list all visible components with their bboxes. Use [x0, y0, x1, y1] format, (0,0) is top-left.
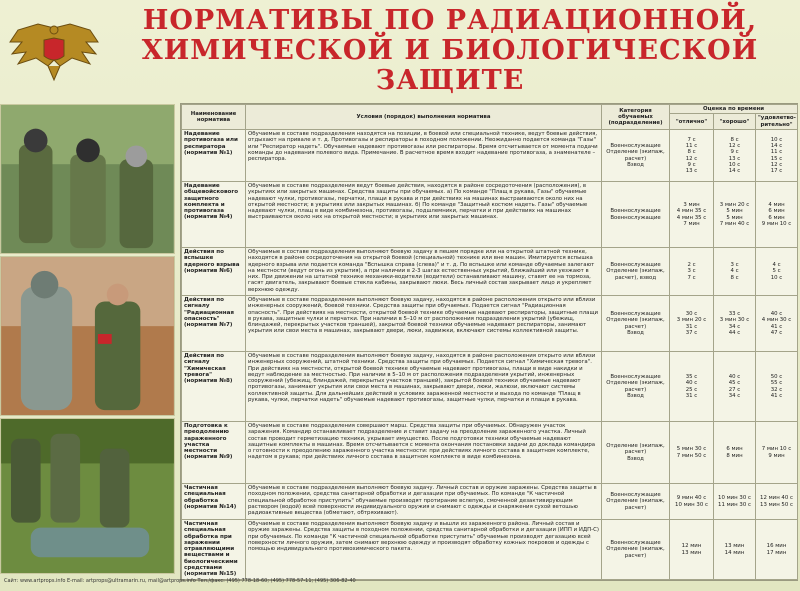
trainee-category-value: Взвод: [627, 329, 644, 336]
standard-name: Подготовка к преодолению зараженного участка местности (норматив №9): [182, 422, 246, 484]
header-good: "хорошо": [714, 114, 756, 130]
standard-name: Надевание противогаза или респиратора (норматив №1): [182, 130, 246, 182]
grade-excellent-value: 31 с: [685, 323, 698, 330]
trainee-category: [602, 182, 670, 248]
grade-good: [714, 296, 756, 352]
header-name: Наименование норматива: [182, 105, 246, 130]
standard-row: [182, 484, 798, 520]
trainee-category: [602, 352, 670, 422]
grade-excellent-value: 7 с: [687, 136, 696, 143]
standard-conditions: Обучаемые в составе подразделения выполняют боевую задачу в пешем порядке или на открытой штатной технике, находятся в районе сосредоточения на открытой боевой (специальной) технике или вне машин. Имитируется вспышка ядерного взрыва или подается команда "Вспышка справа (слева)" и т. д. По вспышке или команде обучаемые залегают на местности (ведут огонь из укрытия), а при наличии в 2-3 шагах естественных укрытий, ближайший или уезжают в них. При движении на штатной технике механики-водители (водители) останавливают машину, ставят ее на тормоза, гасят двигатель, закрывают боевые стекла кабины, закрывают люки. Весь личный состав закрывает лицо и укрепляет верхнюю одежду.: [246, 248, 602, 296]
standard-row: [182, 422, 798, 484]
grade-good-value: 10 с: [728, 161, 741, 168]
grade-satisfactory-value: 9 мин: [768, 452, 785, 459]
trainee-category-value: Взвод: [627, 392, 644, 399]
grade-good: [714, 130, 756, 182]
grade-excellent: [670, 520, 714, 580]
photo-column: [0, 104, 175, 574]
header-category: Категория обучаемых (подразделение): [602, 105, 670, 130]
grade-good: [714, 484, 756, 520]
grade-good-value: 44 с: [728, 329, 741, 336]
grade-good-value: 34 с: [728, 392, 741, 399]
grade-excellent-value: 7 с: [687, 274, 696, 281]
standard-name: Действия по сигналу "Радиационная опасность" (норматив №7): [182, 296, 246, 352]
grade-excellent-value: 13 с: [685, 168, 698, 175]
grade-satisfactory: [756, 130, 798, 182]
trainee-category-value: Военнослужащие: [610, 310, 661, 317]
grade-satisfactory-value: 5 с: [772, 268, 781, 275]
grade-excellent-value: 8 с: [687, 149, 696, 156]
standard-name: Частичная специальная обработка при заражении отравляющими веществами и биологическими средствами (норматив №15): [182, 520, 246, 580]
grade-good: [714, 182, 756, 248]
grade-satisfactory-value: 6 мин: [768, 208, 785, 215]
grade-satisfactory-value: 13 мин 50 с: [760, 501, 793, 508]
trainee-category: [602, 484, 670, 520]
title-line-1: НОРМАТИВЫ ПО РАДИАЦИОННОЙ,: [142, 5, 758, 36]
grade-satisfactory-value: 12 мин 40 с: [760, 495, 793, 502]
grade-good-value: 8 с: [730, 136, 739, 143]
grade-good-value: 33 с: [728, 310, 741, 317]
grade-excellent: [670, 422, 714, 484]
grade-excellent-value: 5 мин 30 с: [676, 446, 707, 453]
grade-satisfactory-value: 17 с: [770, 168, 783, 175]
grade-excellent: [670, 296, 714, 352]
grade-satisfactory-value: 50 с: [770, 373, 783, 380]
standards-table-body: [182, 130, 798, 580]
trainee-category: [602, 520, 670, 580]
standard-name: Действия по вспышке ядерного взрыва (норматив №6): [182, 248, 246, 296]
grade-good-value: 9 с: [730, 149, 739, 156]
grade-excellent-value: 11 с: [685, 142, 698, 149]
grade-good-value: 7 мин 40 с: [719, 220, 750, 227]
grade-good-value: 27 с: [728, 386, 741, 393]
standard-row: [182, 182, 798, 248]
grade-excellent-value: 40 с: [685, 380, 698, 387]
standards-table-panel: [180, 103, 798, 581]
grade-good-value: 8 мин: [726, 452, 743, 459]
double-headed-eagle-emblem: [8, 20, 100, 82]
grade-satisfactory-value: 10 с: [770, 274, 783, 281]
standard-row: [182, 296, 798, 352]
standard-row: [182, 248, 798, 296]
grade-satisfactory-value: 11 с: [770, 149, 783, 156]
trainee-category-value: Взвод: [627, 161, 644, 168]
grade-good-value: 5 мин: [726, 214, 743, 221]
trainee-category-value: Военнослужащие: [610, 262, 661, 269]
grade-satisfactory: [756, 248, 798, 296]
grade-excellent-value: 3 мин 20 с: [676, 317, 707, 324]
grade-good-value: 34 с: [728, 323, 741, 330]
photo-soldiers-in-field: [0, 418, 175, 574]
grade-satisfactory-value: 4 с: [772, 262, 781, 269]
trainee-category-value: Военнослужащие: [610, 373, 661, 380]
grade-good-value: 11 мин 30 с: [718, 501, 751, 508]
grade-satisfactory-value: 41 с: [770, 392, 783, 399]
standard-conditions: Обучаемые в составе подразделения ведут боевые действия, находятся в районе сосредоточения (расположения), в укрытиях или закрытых машинах. Средства защиты при обучаемых. а) По команде "Плащ в рукава, Газы" обучаемые надевают чулки, противогазы, перчатки, плащи в рукава и при действиях на машинах выстраиваются около них на открытой местности; в укрытиях или закрытых машинах. б) По команде "Защитный костюм надеть. Газы" обучаемые надевают чулки, плащ в виде комбинезона, противогазы, подшлемники, перчатки и при действиях на машинах выстраиваются около них на открытой местности; в укрытиях или закрытых машинах.: [246, 182, 602, 248]
grade-satisfactory-value: 55 с: [770, 380, 783, 387]
standard-conditions: Обучаемые в составе подразделения выполняют боевую задачу и вышли из зараженного района. Личный состав и оружие заражены. Средства защиты в походном положении, средства санитарной обработки и дегазации (ИПП и ИДП-С) при обучаемых. По команде "К частичной специальной обработке приступить" обучаемые производят дегазацию всей поверхности личного оружия, затем снимают верхнюю одежду и производят обработку кожных покровов и одежды с помощью индивидуального противохимического пакета.: [246, 520, 602, 580]
standard-name: Действия по сигналу "Химическая тревога" (норматив №8): [182, 352, 246, 422]
trainee-category-value: Отделение (экипаж, расчет), взвод: [606, 268, 665, 281]
grade-excellent-value: 37 с: [685, 329, 698, 336]
grade-excellent-value: 31 с: [685, 392, 698, 399]
grade-satisfactory: [756, 520, 798, 580]
grade-excellent: [670, 248, 714, 296]
standard-name: Частичная специальная обработка (норматив №14): [182, 484, 246, 520]
footer-contacts: Сайт: www.artprops.info E-mail: artprops@ultramarin.ru, mail@artprops.info Тел./факс: (495) 778-18-60; (495) 778-57-11; (495) 306-82-40: [4, 578, 356, 584]
header-excellent: "отлично": [670, 114, 714, 130]
grade-good-value: 3 мин 30 с: [719, 317, 750, 324]
standards-table: [181, 104, 798, 580]
grade-excellent-value: 10 мин 30 с: [675, 501, 708, 508]
grade-excellent-value: 12 с: [685, 155, 698, 162]
standard-row: [182, 520, 798, 580]
grade-excellent-value: 4 мин 35 с: [676, 208, 707, 215]
trainee-category-value: Военнослужащие: [610, 540, 661, 547]
grade-excellent-value: 9 мин 40 с: [676, 495, 707, 502]
grade-good-value: 3 с: [730, 262, 739, 269]
grade-satisfactory-value: 16 мин: [766, 543, 787, 550]
grade-excellent: [670, 182, 714, 248]
trainee-category-value: Военнослужащие: [610, 142, 661, 149]
photo-soldiers-putting-on-gas-masks: [0, 104, 175, 254]
standard-conditions: Обучаемые в составе подразделения совершают марш. Средства защиты при обучаемых. Обнаружен участок заражения. Командир останавливает подразделение и ставит задачу на преодоление зараженного участка. Личный состав проводит герметизацию техники, укрывает имущество. После подготовки техники обучаемые надевают защитные комплекты в машинах. Время отсчитывается с момента окончания постановки задачи до доклада командира о готовности к преодолению зараженного участка местности: при действиях личного состава в защитном комплекте, надетом в рукава; при действиях личного состава в защитном комплекте в виде комбинезона.: [246, 422, 602, 484]
trainee-category-value: Отделение (экипаж, расчет): [606, 317, 665, 330]
grade-excellent-value: 2 с: [687, 262, 696, 269]
grade-good-value: 12 с: [728, 142, 741, 149]
grade-satisfactory-value: 6 мин: [768, 214, 785, 221]
grade-satisfactory-value: 12 с: [770, 161, 783, 168]
grade-excellent-value: 7 мин 50 с: [676, 452, 707, 459]
header-satisfactory: "удовлетво-рительно": [756, 114, 798, 130]
standard-conditions: Обучаемые в составе подразделения выполняют боевую задачу, находятся в районе расположения открыто или вблизи инженерных сооружений, штатной техники. Средства защиты при обучаемых. Подается сигнал "Химическая тревога". При действиях на местности, открытой боевой технике обучаемые надевают противогазы, плащи в виде накидки и ведут наблюдение за местностью. При наличии в 5–10 м от расположения подразделения укрытий, инженерных сооружений (убежищ, блиндажей, перекрытых участков траншей), закрытой боевой техники обучаемые надевают противогазы, занимают укрытия или свои места в машинах, закрывают двери, люки, жалюзи, включают системы коллективной защиты. Для дальнейших действий в условиях зараженной местности и выхода по команде "Плащ в рукава, чулки, перчатки надеть" обучаемые надевают противогазы, защитные чулки, перчатки и плащи в рукава.: [246, 352, 602, 422]
grade-satisfactory-value: 32 с: [770, 386, 783, 393]
grade-satisfactory-value: 10 с: [770, 136, 783, 143]
trainee-category-value: Взвод: [627, 455, 644, 462]
grade-excellent-value: 7 мин: [683, 220, 700, 227]
grade-satisfactory-value: 47 с: [770, 329, 783, 336]
grade-satisfactory-value: 41 с: [770, 323, 783, 330]
grade-good: [714, 352, 756, 422]
trainee-category-value: Отделение (экипаж, расчет): [606, 546, 665, 559]
trainee-category-value: Военнослужащие: [610, 492, 661, 499]
trainee-category-value: Отделение (экипаж, расчет): [606, 380, 665, 393]
grade-satisfactory-value: 7 мин 10 с: [761, 446, 792, 453]
trainee-category: [602, 296, 670, 352]
grade-excellent-value: 3 мин: [683, 201, 700, 208]
grade-satisfactory: [756, 422, 798, 484]
grade-good-value: 6 мин: [726, 446, 743, 453]
trainee-category-value: Отделение (экипаж, расчет): [606, 149, 665, 162]
grade-good: [714, 248, 756, 296]
grade-excellent-value: 4 мин 35 с: [676, 214, 707, 221]
grade-good-value: 14 мин: [724, 549, 745, 556]
trainee-category: [602, 130, 670, 182]
standard-conditions: Обучаемые в составе подразделения выполняют боевую задачу, находятся в районе расположения открыто или вблизи инженерных сооружений, боевой техники. Средства защиты при обучаемых. Подается сигнал "Радиационная опасность". При действиях на местности, открытой боевой технике обучаемые надевают респираторы, защитные плащи в рукава, защитные чулки и перчатки. При наличии в 5–10 м от расположения подразделения укрытий (убежищ, блиндажей, перекрытых участков траншей), закрытой боевой техники обучаемые надевают респираторы, занимают укрытия или свои места в машинах, закрывают двери, люки, задвижки, включают системы коллективной защиты.: [246, 296, 602, 352]
grade-satisfactory: [756, 296, 798, 352]
poster-title: [120, 6, 780, 96]
grade-excellent-value: 35 с: [685, 373, 698, 380]
trainee-category: [602, 422, 670, 484]
trainee-category-value: Отделение (экипаж, расчет): [606, 498, 665, 511]
photo-instructor-in-protective-suit: [0, 256, 175, 416]
grade-good-value: 3 мин 20 с: [719, 201, 750, 208]
grade-excellent-value: 13 мин: [681, 549, 702, 556]
grade-satisfactory-value: 15 с: [770, 155, 783, 162]
grade-excellent-value: 30 с: [685, 310, 698, 317]
grade-good-value: 8 с: [730, 274, 739, 281]
grade-satisfactory-value: 4 мин: [768, 201, 785, 208]
standard-conditions: Обучаемые в составе подразделения находятся на позиции, в боевой или специальной технике, ведут боевые действия, отдыхают на привале и т. д. Противогазы и респираторы в походном положении. Неожиданно подается команда "Газы" или "Респиратор надеть". Обучаемые надевают противогазы или респираторы. Время отсчитывается от момента подачи команды до надевания полевого вида. Примечание. В расчетное время входит надевание противогаза, а знаменателе – респиратора.: [246, 130, 602, 182]
trainee-category-value: Отделение (экипаж, расчет): [606, 443, 665, 456]
trainee-category: [602, 248, 670, 296]
grade-satisfactory: [756, 182, 798, 248]
grade-satisfactory-value: 4 мин 30 с: [761, 317, 792, 324]
grade-satisfactory-value: 17 мин: [766, 549, 787, 556]
title-line-2: ХИМИЧЕСКОЙ И БИОЛОГИЧЕСКОЙ ЗАЩИТЕ: [141, 35, 759, 96]
grade-satisfactory-value: 40 с: [770, 310, 783, 317]
grade-satisfactory-value: 9 мин 10 с: [761, 220, 792, 227]
grade-excellent-value: 25 с: [685, 386, 698, 393]
grade-satisfactory: [756, 484, 798, 520]
header-conditions: Условия (порядок) выполнения норматива: [246, 105, 602, 130]
grade-good-value: 13 с: [728, 155, 741, 162]
grade-good-value: 14 с: [728, 168, 741, 175]
grade-good-value: 45 с: [728, 380, 741, 387]
grade-satisfactory: [756, 352, 798, 422]
grade-good-value: 5 мин: [726, 208, 743, 215]
grade-excellent-value: 3 с: [687, 268, 696, 275]
grade-excellent: [670, 484, 714, 520]
header-time-group: Оценка по времени: [670, 105, 798, 114]
grade-good-value: 4 с: [730, 268, 739, 275]
standard-row: [182, 352, 798, 422]
trainee-category-value: Военнослужащие: [610, 208, 661, 215]
grade-satisfactory-value: 14 с: [770, 142, 783, 149]
grade-excellent-value: 9 с: [687, 161, 696, 168]
grade-excellent-value: 12 мин: [681, 543, 702, 550]
standard-name: Надевание общевойскового защитного комплекта и противогаза (норматив №4): [182, 182, 246, 248]
trainee-category-value: Военнослужащие: [610, 214, 661, 221]
standard-row: [182, 130, 798, 182]
grade-good-value: 13 мин: [724, 543, 745, 550]
standard-conditions: Обучаемые в составе подразделения выполняют боевую задачу. Личный состав и оружие заражены. Средства защиты в походном положении, средства санитарной обработки и дегазации при обучаемых. По команде "К частичной специальной обработке приступить" обучаемые производят протирание вслепую, смоченной дезактивирующим раствором (водой) всей поверхности индивидуального оружия и снимают с одежды и снаряжения сухой ветошью радиоактивные вещества (обметают, обтряхивают).: [246, 484, 602, 520]
grade-excellent: [670, 352, 714, 422]
grade-good: [714, 422, 756, 484]
grade-good-value: 10 мин 30 с: [718, 495, 751, 502]
grade-excellent: [670, 130, 714, 182]
grade-good-value: 40 с: [728, 373, 741, 380]
grade-good: [714, 520, 756, 580]
